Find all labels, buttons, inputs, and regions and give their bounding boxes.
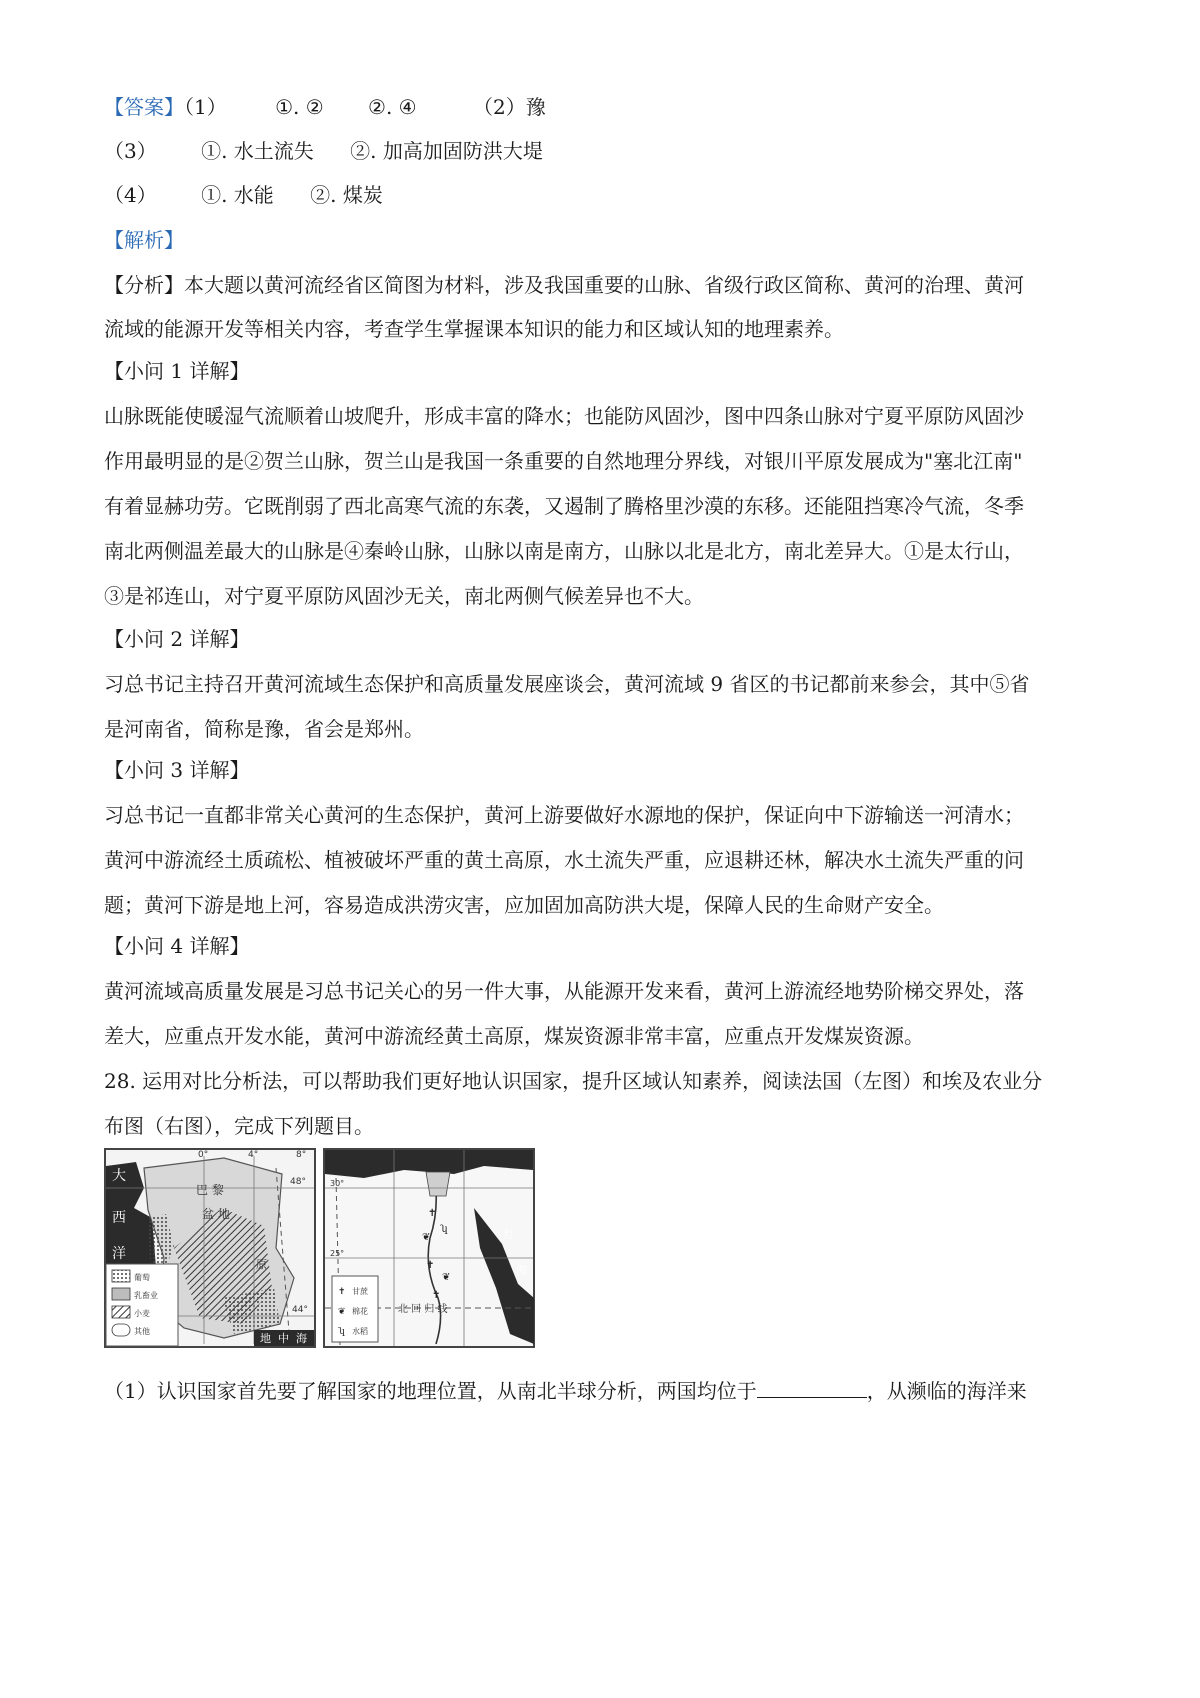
egypt-map xyxy=(324,1149,534,1347)
sugarcane-icon: ✝ xyxy=(338,1287,346,1297)
rice-icon: ʮ xyxy=(338,1327,346,1337)
cotton-icon: ❦ xyxy=(442,1272,451,1283)
sugarcane-icon: ✝ xyxy=(432,1290,441,1301)
france-lon-4: 4° xyxy=(248,1150,259,1160)
france-legend-dairy: 乳畜业 xyxy=(134,1291,158,1300)
answer-tag: 【答案】 xyxy=(104,95,184,119)
answer-q1-part-b: ②. ④ xyxy=(368,95,417,119)
answer-q4-part-a: ①. 水能 xyxy=(201,183,274,207)
france-sea-label-1: 地 xyxy=(260,1332,271,1345)
answer-q3-part-b: ②. 加高加固防洪大堤 xyxy=(350,139,543,163)
analysis-intro-line-2: 流域的能源开发等相关内容，考查学生掌握课本知识的能力和区域认知的地理素养。 xyxy=(104,317,844,341)
q3-detail-heading: 【小问 3 详解】 xyxy=(104,758,250,782)
answer-q1-number: （1） xyxy=(184,95,227,119)
cotton-icon: ❦ xyxy=(338,1307,346,1317)
answer-q4-number: （4） xyxy=(104,183,157,207)
q1-detail-line-5: ③是祁连山，对宁夏平原防风固沙无关，南北两侧气候差异也不大。 xyxy=(104,584,704,608)
q4-detail-line-1: 黄河流域高质量发展是习总书记关心的另一件大事，从能源开发来看，黄河上游流经地势阶梯交界处，落 xyxy=(104,979,1024,1003)
france-sea-label-3: 海 xyxy=(296,1332,307,1345)
q4-detail-heading: 【小问 4 详解】 xyxy=(104,934,250,958)
rice-icon: ʮ xyxy=(440,1224,448,1235)
q1-detail-line-4: 南北两侧温差最大的山脉是④秦岭山脉，山脉以南是南方，山脉以北是北方，南北差异大。①是太行山， xyxy=(104,539,1024,563)
france-legend-other: 其他 xyxy=(134,1327,150,1336)
q28-sub1-line xyxy=(104,1379,1027,1403)
egypt-red-sea-label-1: 红 xyxy=(504,1228,515,1241)
q28-sub1-text-b: ，从濒临的海洋来 xyxy=(866,1379,1027,1403)
egypt-tropic-label: 北 回 归 线 xyxy=(398,1304,448,1315)
q1-detail-heading: 【小问 1 详解】 xyxy=(104,359,250,383)
answer-q1-part-a: ①. ② xyxy=(275,95,324,119)
france-ocean-label-1: 大 xyxy=(112,1168,126,1184)
egypt-red-sea-label-2: 海 xyxy=(516,1264,527,1277)
q1-detail-line-1: 山脉既能使暖湿气流顺着山坡爬升，形成丰富的降水；也能防风固沙，图中四条山脉对宁夏平原防风固沙 xyxy=(104,404,1024,428)
q4-detail-line-2: 差大，应重点开发水能，黄河中游流经黄土高原，煤炭资源非常丰富，应重点开发煤炭资源。 xyxy=(104,1024,924,1048)
france-region-label: 原 xyxy=(256,1258,267,1271)
egypt-legend-rice: 水稻 xyxy=(352,1327,368,1336)
france-lat-44: 44° xyxy=(292,1305,308,1315)
france-basin-label-2: 盆 地 xyxy=(202,1207,230,1221)
maps-figure xyxy=(104,1148,536,1348)
france-lat-48: 48° xyxy=(290,1177,306,1187)
sugarcane-icon: ✝ xyxy=(426,1260,435,1271)
q3-detail-line-3: 题；黄河下游是地上河，容易造成洪涝灾害，应加固加高防洪大堤，保障人民的生命财产安全。 xyxy=(104,893,944,917)
q28-stem-line-2: 布图（右图），完成下列题目。 xyxy=(104,1114,374,1138)
france-lon-8: 8° xyxy=(296,1150,307,1160)
france-ocean-label-2: 西 xyxy=(112,1210,126,1226)
france-legend-grape: 葡萄 xyxy=(134,1273,150,1282)
q28-stem-line-1: 28. 运用对比分析法，可以帮助我们更好地认识国家，提升区域认知素养，阅读法国（左图）和埃及农业分 xyxy=(104,1069,1043,1093)
egypt-legend-sugarcane: 甘蔗 xyxy=(352,1287,368,1296)
answer-q3-number: （3） xyxy=(104,139,157,163)
france-lon-0: 0° xyxy=(198,1150,209,1160)
q2-detail-heading: 【小问 2 详解】 xyxy=(104,627,250,651)
france-legend-wheat: 小麦 xyxy=(134,1309,150,1318)
egypt-lat-30: 30° xyxy=(330,1179,345,1188)
q1-detail-line-2: 作用最明显的是②贺兰山脉，贺兰山是我国一条重要的自然地理分界线，对银川平原发展成为"塞北江南" xyxy=(104,449,1023,473)
q2-detail-line-1: 习总书记主持召开黄河流域生态保护和高质量发展座谈会，黄河流域 9 省区的书记都前来参会，其中⑤省 xyxy=(104,672,1030,696)
q2-detail-line-2: 是河南省，简称是豫，省会是郑州。 xyxy=(104,717,424,741)
answer-line-3 xyxy=(104,183,383,207)
france-map xyxy=(105,1149,315,1347)
answer-blank[interactable] xyxy=(757,1379,867,1398)
france-sea-label-2: 中 xyxy=(278,1332,289,1345)
france-basin-label-1: 巴 黎 xyxy=(196,1183,224,1197)
cotton-icon: ❦ xyxy=(422,1232,431,1243)
france-ocean-label-3: 洋 xyxy=(112,1246,126,1262)
answer-q3-part-a: ①. 水土流失 xyxy=(201,139,314,163)
q3-detail-line-2: 黄河中游流经土质疏松、植被破坏严重的黄土高原，水土流失严重，应退耕还林，解决水土流失严重的问 xyxy=(104,848,1024,872)
answer-q2: （2）豫 xyxy=(472,95,546,119)
egypt-legend-cotton: 棉花 xyxy=(352,1307,368,1316)
analysis-intro-line-1: 【分析】本大题以黄河流经省区简图为材料，涉及我国重要的山脉、省级行政区简称、黄河的治理、黄河 xyxy=(104,273,1024,297)
answer-line-2 xyxy=(104,139,543,163)
q1-detail-line-3: 有着显赫功劳。它既削弱了西北高寒气流的东袭，又遏制了腾格里沙漠的东移。还能阻挡寒冷气流，冬季 xyxy=(104,494,1024,518)
answer-line-1 xyxy=(104,95,546,119)
analysis-tag: 【解析】 xyxy=(104,228,184,252)
q28-sub1-text-a: （1）认识国家首先要了解国家的地理位置，从南北半球分析，两国均位于 xyxy=(104,1379,757,1403)
answer-q4-part-b: ②. 煤炭 xyxy=(310,183,383,207)
q3-detail-line-1: 习总书记一直都非常关心黄河的生态保护，黄河上游要做好水源地的保护，保证向中下游输送一河清水； xyxy=(104,803,1024,827)
egypt-lat-25: 25° xyxy=(330,1249,345,1258)
sugarcane-icon: ✝ xyxy=(428,1208,437,1219)
